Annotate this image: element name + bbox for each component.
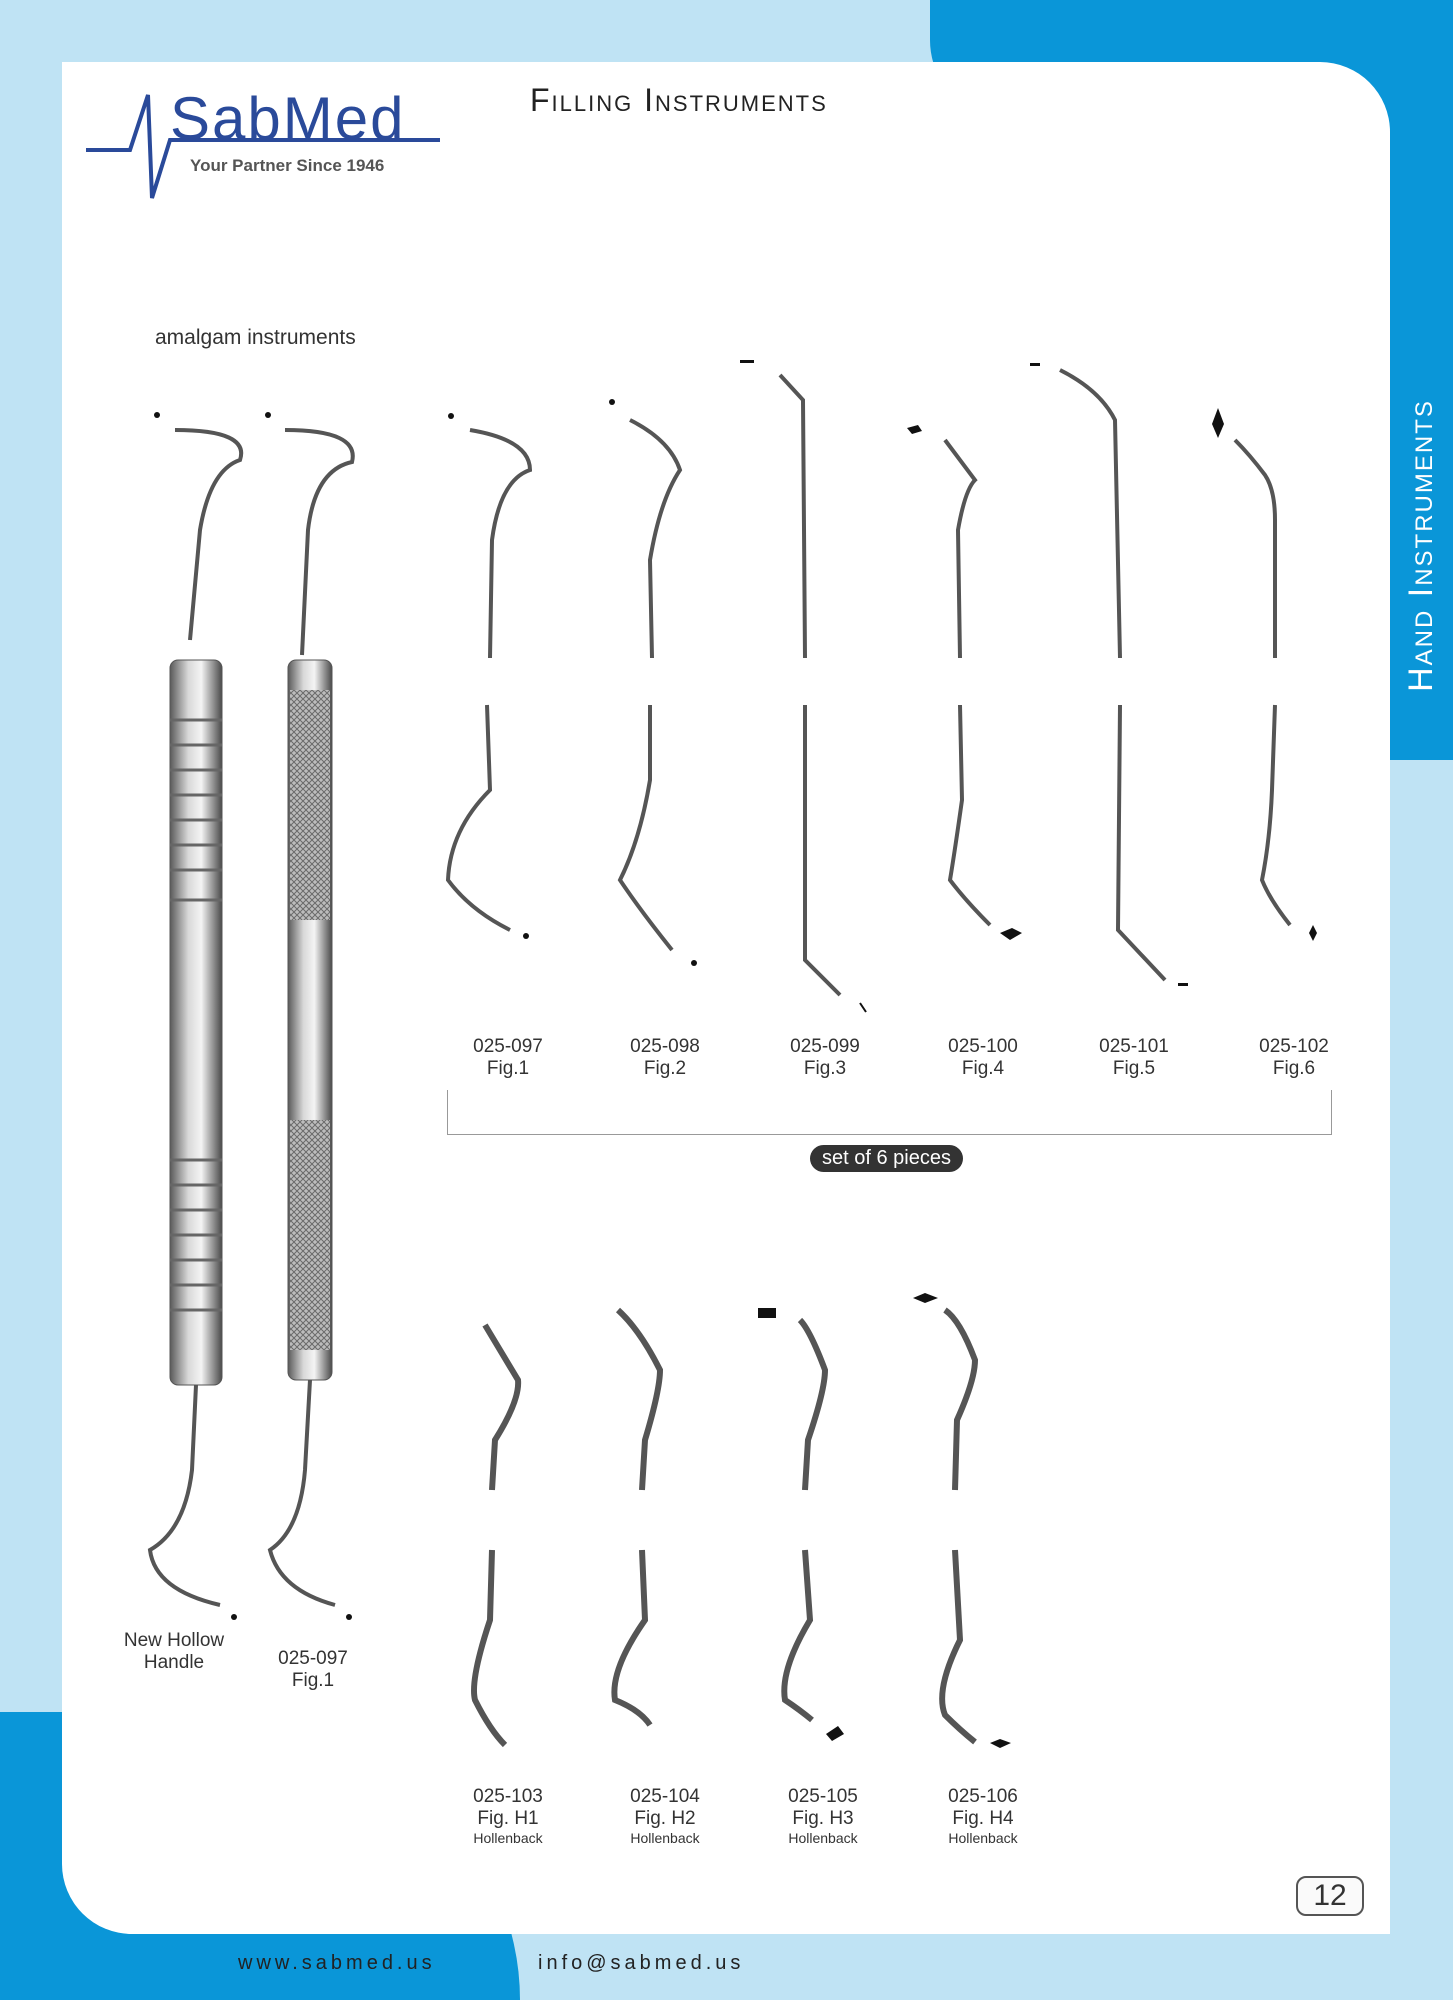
set-item-label[interactable]: [918, 1036, 1048, 1080]
handle-label-knurled: [248, 1648, 378, 1692]
handle-label-line2: Handle: [143, 1652, 205, 1673]
item-fig: Fig.4: [961, 1058, 1005, 1079]
item-fig: Fig. H4: [952, 1808, 1014, 1829]
item-fig: Fig. H1: [477, 1808, 539, 1829]
set-item-label[interactable]: [600, 1036, 730, 1080]
brand-name: SabMed: [170, 85, 406, 152]
item-code: 025-097: [473, 1036, 543, 1057]
set-badge: set of 6 pieces: [810, 1145, 963, 1172]
set-item-label[interactable]: [443, 1036, 573, 1080]
item-code: 025-106: [948, 1786, 1018, 1807]
item-code: 025-104: [630, 1786, 700, 1807]
item-fig: Fig.6: [1272, 1058, 1316, 1079]
item-code: 025-098: [630, 1036, 700, 1057]
set-bracket: [447, 1090, 1332, 1135]
item-code: 025-103: [473, 1786, 543, 1807]
item-type: Hollenback: [948, 1830, 1018, 1846]
item-code: 025-100: [948, 1036, 1018, 1057]
set-item-label[interactable]: [760, 1036, 890, 1080]
side-tab-label: Hand Instruments: [1401, 398, 1440, 692]
knurled-handle-instrument: [265, 412, 353, 1620]
footer-email[interactable]: info@sabmed.us: [538, 1952, 745, 1974]
item-fig: Fig. H2: [634, 1808, 696, 1829]
handle-label-line1: 025-097: [278, 1648, 348, 1669]
hollenback-item-label[interactable]: [443, 1786, 573, 1846]
item-code: 025-105: [788, 1786, 858, 1807]
item-code: 025-101: [1099, 1036, 1169, 1057]
item-fig: Fig.3: [803, 1058, 847, 1079]
page-title: Filling Instruments: [530, 82, 828, 118]
hollenback-item-label[interactable]: [918, 1786, 1048, 1846]
hollenback-item-label[interactable]: [758, 1786, 888, 1846]
set-instruments: [448, 370, 1290, 995]
item-fig: Fig.2: [643, 1058, 687, 1079]
set-instrument-tips: [448, 360, 1317, 1012]
page-number: 12: [1296, 1876, 1364, 1916]
item-type: Hollenback: [630, 1830, 700, 1846]
item-code: 025-102: [1259, 1036, 1329, 1057]
hollenback-item-label[interactable]: [600, 1786, 730, 1846]
footer-website[interactable]: www.sabmed.us: [238, 1952, 436, 1974]
item-fig: Fig.1: [486, 1058, 530, 1079]
item-fig: Fig. H3: [792, 1808, 854, 1829]
item-type: Hollenback: [788, 1830, 858, 1846]
hollow-handle-instrument: [150, 412, 241, 1620]
handle-label-line1: New Hollow: [123, 1630, 225, 1651]
hollenback-instruments: [474, 1310, 975, 1745]
set-item-label[interactable]: [1069, 1036, 1199, 1080]
brand-tagline: Your Partner Since 1946: [190, 156, 385, 175]
item-type: Hollenback: [473, 1830, 543, 1846]
handle-label-line2: Fig.1: [291, 1670, 335, 1691]
handle-label-hollow: [109, 1630, 239, 1674]
item-fig: Fig.5: [1112, 1058, 1156, 1079]
item-code: 025-099: [790, 1036, 860, 1057]
set-item-label[interactable]: [1229, 1036, 1359, 1080]
section-label: amalgam instruments: [155, 326, 356, 349]
